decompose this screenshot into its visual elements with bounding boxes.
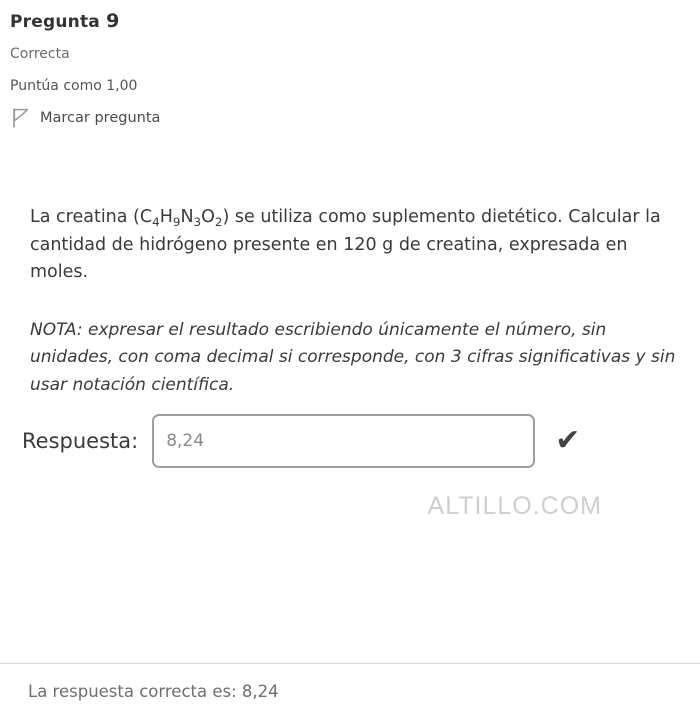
formula-sub-c: 4 [152, 214, 160, 229]
question-note [30, 317, 690, 400]
question-body [0, 204, 700, 400]
note-line-2: sin unidades, con coma decimal si corresponde, con 3 cifras [30, 319, 607, 368]
question-number: 9 [106, 10, 120, 32]
question-title-label: Pregunta [10, 12, 100, 32]
statement-line-2: Calcular la cantidad de hidrógeno presente en 120 g de creatina, [30, 207, 661, 255]
statement-line-3: expresada en moles. [30, 234, 628, 283]
note-line-1: NOTA: expresar el resultado escribiendo únicamente el número, [30, 319, 577, 340]
checkmark-icon: ✔ [555, 422, 581, 458]
statement-text-before-formula: La creatina ( [30, 207, 140, 227]
question-statement [30, 204, 690, 287]
correct-answer-feedback: La respuesta correcta es: 8,24 [28, 682, 279, 701]
answer-row [22, 414, 700, 468]
answer-input[interactable] [152, 414, 535, 468]
section-divider [0, 663, 700, 664]
answer-label: Respuesta: [22, 428, 139, 453]
flag-outline-icon [12, 108, 30, 128]
formula-sub-o: 2 [214, 214, 223, 229]
question-state: Correcta [10, 46, 70, 62]
flag-question-button[interactable] [12, 108, 690, 128]
question-header [0, 0, 700, 128]
formula-sub-n: 3 [193, 214, 202, 229]
chemical-formula: $C_4H_9N_3O_2$ [139, 207, 223, 229]
statement-text-after-formula: ) se utiliza como suplemento dietético. [222, 207, 563, 227]
watermark: ALTILLO.COM [427, 492, 602, 520]
page-title [10, 10, 690, 32]
question-grade: Puntúa como 1,00 [10, 78, 138, 94]
formula-sub-h: 9 [172, 214, 181, 229]
flag-question-label: Marcar pregunta [40, 110, 161, 126]
note-line-3: significativas y sin usar notación científica. [30, 347, 676, 395]
